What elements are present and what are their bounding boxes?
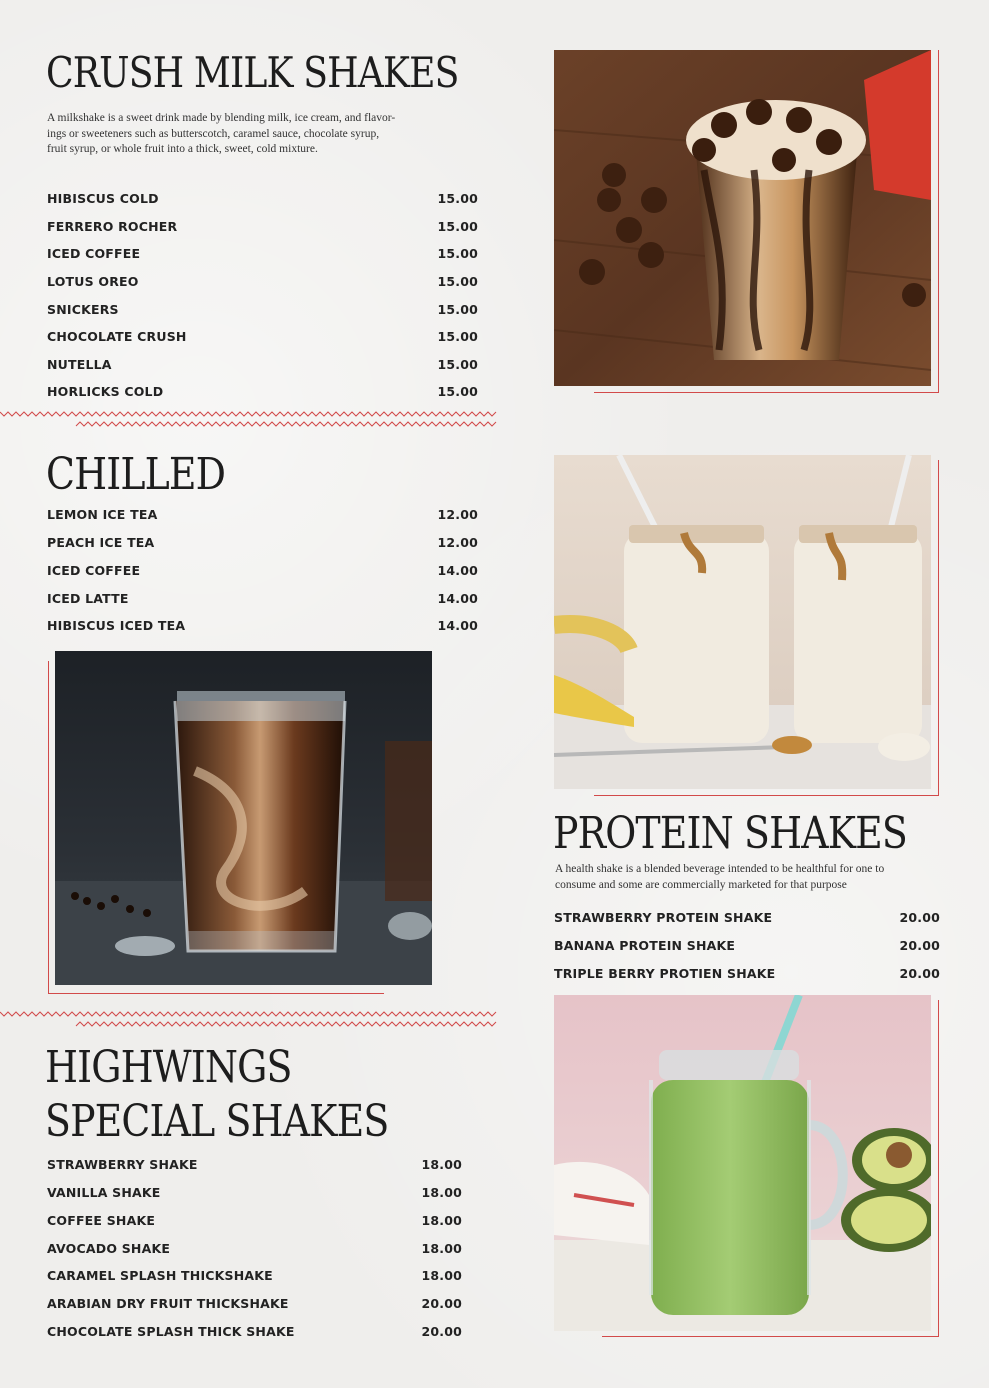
item-name: AVOCADO SHAKE	[47, 1241, 171, 1256]
chocolate-shake-photo	[554, 50, 931, 386]
menu-item	[47, 1212, 462, 1230]
menu-item	[47, 328, 478, 346]
item-price: 18.00	[421, 1213, 462, 1228]
protein-description: A health shake is a blended beverage intended to be healthful for one to consume and some are commercially marketed for that purpose	[555, 863, 885, 891]
item-price: 20.00	[421, 1296, 462, 1311]
item-price: 15.00	[437, 329, 478, 344]
item-name: CARAMEL SPLASH THICKSHAKE	[47, 1268, 273, 1283]
menu-item	[47, 383, 478, 401]
item-price: 15.00	[437, 302, 478, 317]
special-title-line2: SPECIAL SHAKES	[45, 1096, 389, 1147]
item-name: SNICKERS	[47, 302, 119, 317]
menu-item	[47, 1295, 462, 1313]
menu-item	[47, 273, 478, 291]
item-name: PEACH ICE TEA	[47, 535, 155, 550]
item-name: STRAWBERRY SHAKE	[47, 1157, 198, 1172]
item-name: STRAWBERRY PROTEIN SHAKE	[554, 910, 773, 925]
item-name: ICED COFFEE	[47, 563, 141, 578]
menu-item	[47, 1156, 462, 1174]
item-price: 20.00	[421, 1324, 462, 1339]
item-name: CHOCOLATE SPLASH THICK SHAKE	[47, 1324, 295, 1339]
item-price: 15.00	[437, 384, 478, 399]
item-price: 18.00	[421, 1185, 462, 1200]
iced-coffee-photo	[55, 651, 432, 985]
item-name: NUTELLA	[47, 357, 112, 372]
item-name: ICED LATTE	[47, 591, 129, 606]
menu-item	[47, 562, 478, 580]
item-price: 15.00	[437, 191, 478, 206]
item-price: 15.00	[437, 274, 478, 289]
item-name: CHOCOLATE CRUSH	[47, 329, 187, 344]
protein-title: PROTEIN SHAKES	[553, 808, 907, 859]
chocolate-shake-frame	[554, 50, 940, 395]
menu-item	[47, 190, 478, 208]
item-name: LOTUS OREO	[47, 274, 139, 289]
item-name: ARABIAN DRY FRUIT THICKSHAKE	[47, 1296, 289, 1311]
crush-description: A milkshake is a sweet drink made by blending milk, ice cream, and flavor- ings or sweeteners such as butterscotch, caramel sauce, chocolate syrup, fruit syrup, or whole fruit into a thick, sweet, cold mixture.	[47, 112, 396, 155]
item-price: 12.00	[437, 535, 478, 550]
iced-coffee-frame	[48, 651, 438, 996]
menu-item	[47, 534, 478, 552]
chilled-title: CHILLED	[46, 449, 226, 500]
zigzag-divider	[0, 1008, 500, 1030]
menu-item	[47, 617, 478, 635]
item-price: 18.00	[421, 1157, 462, 1172]
banana-shake-frame	[554, 455, 940, 800]
menu-item	[554, 965, 940, 983]
menu-item	[47, 506, 478, 524]
banana-shake-photo	[554, 455, 931, 789]
item-name: ICED COFFEE	[47, 246, 141, 261]
item-name: FERRERO ROCHER	[47, 219, 178, 234]
menu-item	[47, 1184, 462, 1202]
item-name: HORLICKS COLD	[47, 384, 164, 399]
item-price: 20.00	[899, 966, 940, 981]
item-name: COFFEE SHAKE	[47, 1213, 156, 1228]
item-price: 20.00	[899, 938, 940, 953]
menu-item	[554, 909, 940, 927]
item-name: HIBISCUS COLD	[47, 191, 159, 206]
menu-item	[47, 1267, 462, 1285]
item-price: 14.00	[437, 591, 478, 606]
item-name: BANANA PROTEIN SHAKE	[554, 938, 736, 953]
special-title-line1: HIGHWINGS	[45, 1042, 292, 1093]
crush-title: CRUSH MILK SHAKES	[46, 48, 459, 97]
item-name: VANILLA SHAKE	[47, 1185, 161, 1200]
zigzag-divider	[0, 408, 500, 430]
item-price: 14.00	[437, 618, 478, 633]
item-price: 20.00	[899, 910, 940, 925]
menu-item	[47, 301, 478, 319]
item-price: 14.00	[437, 563, 478, 578]
item-price: 15.00	[437, 357, 478, 372]
item-name: LEMON ICE TEA	[47, 507, 158, 522]
menu-item	[47, 1323, 462, 1341]
avocado-smoothie-frame	[554, 995, 940, 1340]
menu-item	[47, 590, 478, 608]
item-price: 18.00	[421, 1268, 462, 1283]
item-name: HIBISCUS ICED TEA	[47, 618, 186, 633]
menu-item	[554, 937, 940, 955]
menu-item	[47, 218, 478, 236]
item-price: 15.00	[437, 246, 478, 261]
item-price: 15.00	[437, 219, 478, 234]
item-name: TRIPLE BERRY PROTIEN SHAKE	[554, 966, 776, 981]
item-price: 12.00	[437, 507, 478, 522]
item-price: 18.00	[421, 1241, 462, 1256]
menu-item	[47, 356, 478, 374]
menu-item	[47, 1240, 462, 1258]
avocado-smoothie-photo	[554, 995, 931, 1331]
menu-item	[47, 245, 478, 263]
